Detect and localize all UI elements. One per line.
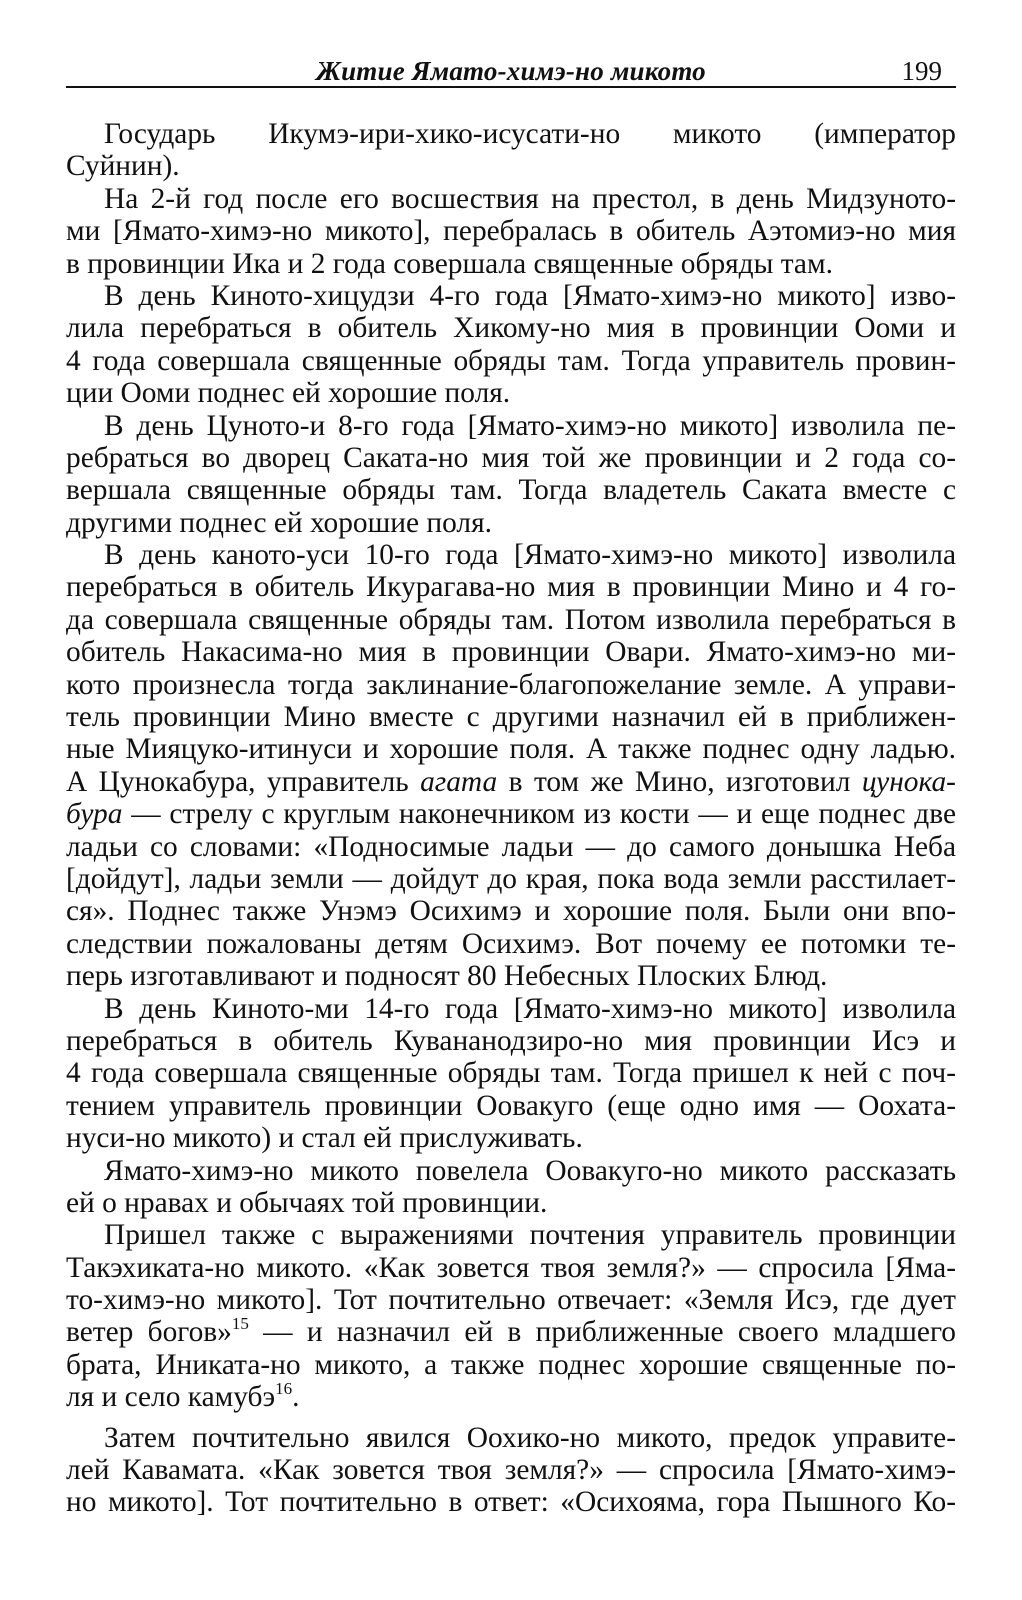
text-line: Суйнин). [66, 150, 180, 183]
page-header [66, 52, 956, 88]
text-line: тель провинции Мино вместе с другими назначил ей в приближен- [66, 701, 956, 734]
text-line: В день Киното-хицудзи 4-го года [Ямато-химэ-но микото] изво- [104, 279, 956, 312]
footnote-ref-16[interactable]: 16 [275, 1379, 293, 1399]
text-line: перебраться в обитель Икурагава-но мия в провинции Мино и 4 го- [66, 571, 956, 604]
text-run: А Цунокабура, управитель [66, 765, 421, 798]
text-line: В день Цуното-и 8-го года [Ямато-химэ-но микото] изволила пе- [104, 409, 956, 442]
text-line [66, 766, 956, 798]
text-line: 4 года совершала священные обряды там. Тогда пришел к ней с поч- [66, 1057, 956, 1090]
text-line: Пришел также с выражениями почтения управитель провинции [104, 1219, 956, 1252]
text-line: Ямато-химэ-но микото повелела Оовакуго-но микото рассказать [104, 1154, 956, 1187]
paragraph [66, 118, 956, 183]
body-text [66, 118, 956, 1519]
text-line: другими поднес ей хорошие поля. [66, 506, 492, 539]
text-line: ся». Поднес также Унэмэ Осихимэ и хорошие поля. Были они впо- [66, 895, 956, 928]
paragraph [66, 1155, 956, 1220]
text-line: 4 года совершала священные обряды там. Тогда управитель провин- [66, 344, 956, 377]
text-line: кото произнесла тогда заклинание-благопожелание земле. А управи- [66, 668, 956, 701]
text-line [66, 1381, 956, 1413]
text-line: перебраться в обитель Кувананодзиро-но мия провинции Исэ и [66, 1024, 956, 1057]
italic-term: агата [420, 765, 498, 798]
text-line: ей о нравах и обычаях той провинции. [66, 1186, 548, 1219]
text-line: вершала священные обряды там. Тогда владетель Саката вместе с [66, 474, 956, 507]
text-line: ми [Ямато-химэ-но микото], перебралась в обитель Аэтомиэ-но мия [66, 215, 956, 248]
text-run: — и назначил ей в приближенные своего младшего [248, 1316, 956, 1349]
italic-term: бура [66, 798, 123, 831]
text-line: ребраться во дворец Саката-но мия той же провинции и 2 года со- [66, 441, 956, 474]
text-line: Затем почтительно явился Оохико-но микото, предок управите- [104, 1421, 956, 1454]
text-line: ции Ооми поднес ей хорошие поля. [66, 377, 511, 410]
text-line: Такэхиката-но микото. «Как зовется твоя земля?» — спросила [Яма- [66, 1251, 956, 1284]
text-run: . [292, 1381, 300, 1414]
text-line: ладьи со словами: «Подносимые ладьи — до самого донышка Неба [66, 830, 956, 863]
paragraph [66, 1422, 956, 1519]
paragraph [66, 183, 956, 280]
text-line [66, 1316, 956, 1348]
text-line: брата, Иниката-но микото, а также поднес хорошие священные по- [66, 1348, 956, 1381]
text-line: лила перебраться в обитель Хикому-но мия в провинции Ооми и [66, 312, 956, 345]
text-line [66, 798, 956, 830]
text-line: перь изготавливают и подносят 80 Небесных Плоских Блюд. [66, 960, 828, 993]
paragraph [66, 280, 956, 410]
text-line: да совершала священные обряды там. Потом изволила перебраться в [66, 603, 956, 636]
text-line: На 2-й год после его восшествия на престол, в день Мидзуното- [104, 182, 956, 215]
text-line: [дойдут], ладьи земли — дойдут до края, пока вода земли расстилает- [66, 862, 956, 895]
text-line: лей Кавамата. «Как зовется твоя земля?» — спросила [Ямато-химэ- [66, 1454, 956, 1487]
text-run: ветер богов» [66, 1316, 232, 1349]
text-run: — стрелу с круглым наконечником из кости — и еще поднес две [122, 798, 956, 831]
text-line: тением управитель провинции Оовакуго (еще одно имя — Оохата- [66, 1089, 956, 1122]
paragraph [66, 539, 956, 992]
text-line: В день Киното-ми 14-го года [Ямато-химэ-но микото] изволила [104, 992, 956, 1025]
text-line: В день каното-уси 10-го года [Ямато-химэ-но микото] изволила [104, 539, 956, 572]
paragraph [66, 1219, 956, 1413]
running-title: Житие Ямато-химэ-но микото [316, 56, 706, 86]
text-line: обитель Накасима-но мия в провинции Овари. Ямато-химэ-но ми- [66, 636, 956, 669]
text-run: ля и село камубэ [66, 1381, 276, 1414]
text-line: то-химэ-но микото]. Тот почтительно отвечает: «Земля Исэ, где дует [66, 1284, 956, 1317]
text-line: в провинции Ика и 2 года совершала священные обряды там. [66, 247, 833, 280]
italic-term: цунока- [861, 765, 956, 798]
paragraph [66, 993, 956, 1155]
text-line: Государь Икумэ-ири-хико-исусати-но микото (император [104, 118, 956, 150]
text-line: следствии пожалованы детям Осихимэ. Вот почему ее потомки те- [66, 927, 956, 960]
text-line: но микото]. Тот почтительно в ответ: «Осихояма, гора Пышного Ко- [66, 1486, 956, 1519]
text-line: нуси-но микото) и стал ей прислуживать. [66, 1122, 583, 1155]
text-line: ные Мияцуко-итинуси и хорошие поля. А также поднес одну ладью. [66, 733, 956, 766]
page-number: 199 [901, 56, 942, 86]
footnote-ref-15[interactable]: 15 [231, 1314, 249, 1334]
text-run: в том же Мино, изготовил [497, 765, 862, 798]
paragraph [66, 410, 956, 540]
